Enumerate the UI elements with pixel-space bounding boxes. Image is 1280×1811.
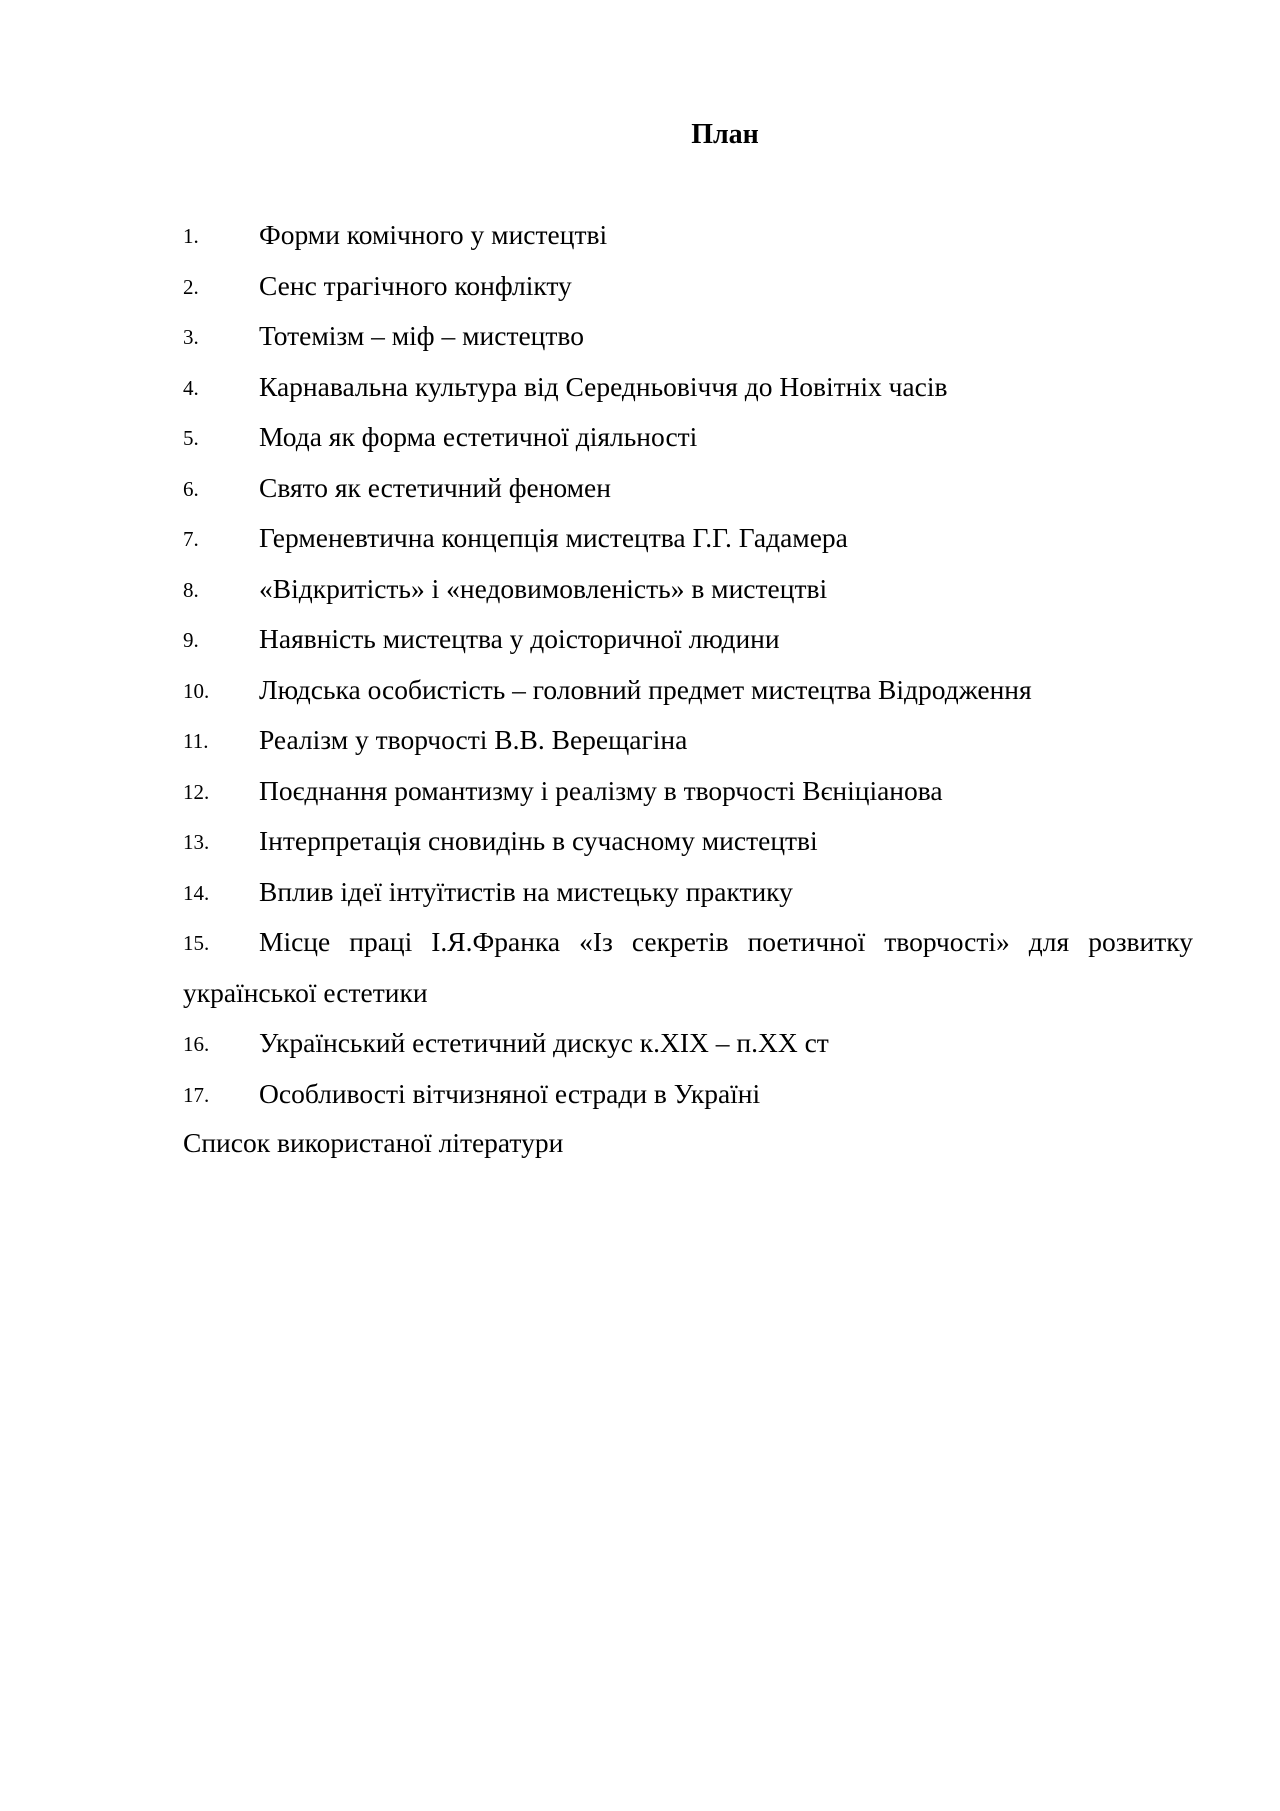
item-number: 10. xyxy=(183,678,210,703)
list-item xyxy=(183,816,1193,867)
list-item xyxy=(183,513,1193,564)
item-text: Місце праці І.Я.Франка «Із секретів поетичної творчості» для розвитку української естетики xyxy=(183,926,1193,1008)
item-text: Поєднання романтизму і реалізму в творчості Вєніціанова xyxy=(259,774,943,806)
list-item xyxy=(183,766,1193,817)
list-item xyxy=(183,564,1193,615)
page-title: План xyxy=(691,119,759,150)
item-text: Наявність мистецтва у доісторичної людини xyxy=(259,623,780,654)
item-number: 7. xyxy=(183,527,199,551)
list-item xyxy=(183,1069,1193,1120)
item-text: «Відкритість» і «недовимовленість» в мистецтві xyxy=(259,572,828,604)
item-number: 1. xyxy=(183,224,199,248)
plan-list xyxy=(183,210,1193,1119)
list-item xyxy=(183,362,1193,413)
list-item xyxy=(183,1018,1193,1069)
item-text: Свято як естетичний феномен xyxy=(259,471,611,503)
item-text: Герменевтична концепція мистецтва Г.Г. Гадамера xyxy=(259,522,848,553)
list-item xyxy=(183,867,1193,918)
list-item xyxy=(183,261,1193,312)
item-number: 17. xyxy=(183,1082,210,1107)
list-item xyxy=(183,715,1193,766)
item-number: 6. xyxy=(183,476,199,501)
item-text: Особливості вітчизняної естради в Україні xyxy=(259,1077,761,1109)
item-text: Людська особистість – головний предмет мистецтва Відродження xyxy=(259,673,1032,705)
list-item xyxy=(183,614,1193,665)
item-number: 16. xyxy=(183,1032,210,1056)
item-text: Інтерпретація сновидінь в сучасному мистецтві xyxy=(259,825,818,856)
item-number: 3. xyxy=(183,325,199,349)
item-text: Форми комічного у мистецтві xyxy=(259,219,608,250)
item-text: Український естетичний дискус к.XIX – п.XX ст xyxy=(259,1027,829,1058)
item-text: Вплив ідеї інтуїтистів на мистецьку практику xyxy=(259,875,793,907)
item-number: 14. xyxy=(183,880,210,905)
item-number: 2. xyxy=(183,274,199,299)
item-number: 11. xyxy=(183,729,209,753)
item-number: 4. xyxy=(183,375,199,400)
references-heading: Список використаної літератури xyxy=(183,1127,564,1158)
item-number: 9. xyxy=(183,628,199,652)
item-text: Тотемізм – міф – мистецтво xyxy=(259,320,584,351)
list-item xyxy=(183,665,1193,716)
item-number: 5. xyxy=(183,426,199,450)
item-text: Реалізм у творчості В.В. Верещагіна xyxy=(259,724,688,755)
list-item xyxy=(183,463,1193,514)
item-number: 8. xyxy=(183,577,199,602)
item-number: 15. xyxy=(183,931,210,955)
list-item xyxy=(183,210,1193,261)
list-item xyxy=(183,917,1193,1018)
item-text: Сенс трагічного конфлікту xyxy=(259,269,572,301)
item-text: Карнавальна культура від Середньовіччя до Новітніх часів xyxy=(259,370,948,402)
list-item xyxy=(183,311,1193,362)
item-text: Мода як форма естетичної діяльності xyxy=(259,421,698,452)
item-number: 12. xyxy=(183,779,210,804)
item-number: 13. xyxy=(183,830,210,854)
list-item xyxy=(183,412,1193,463)
